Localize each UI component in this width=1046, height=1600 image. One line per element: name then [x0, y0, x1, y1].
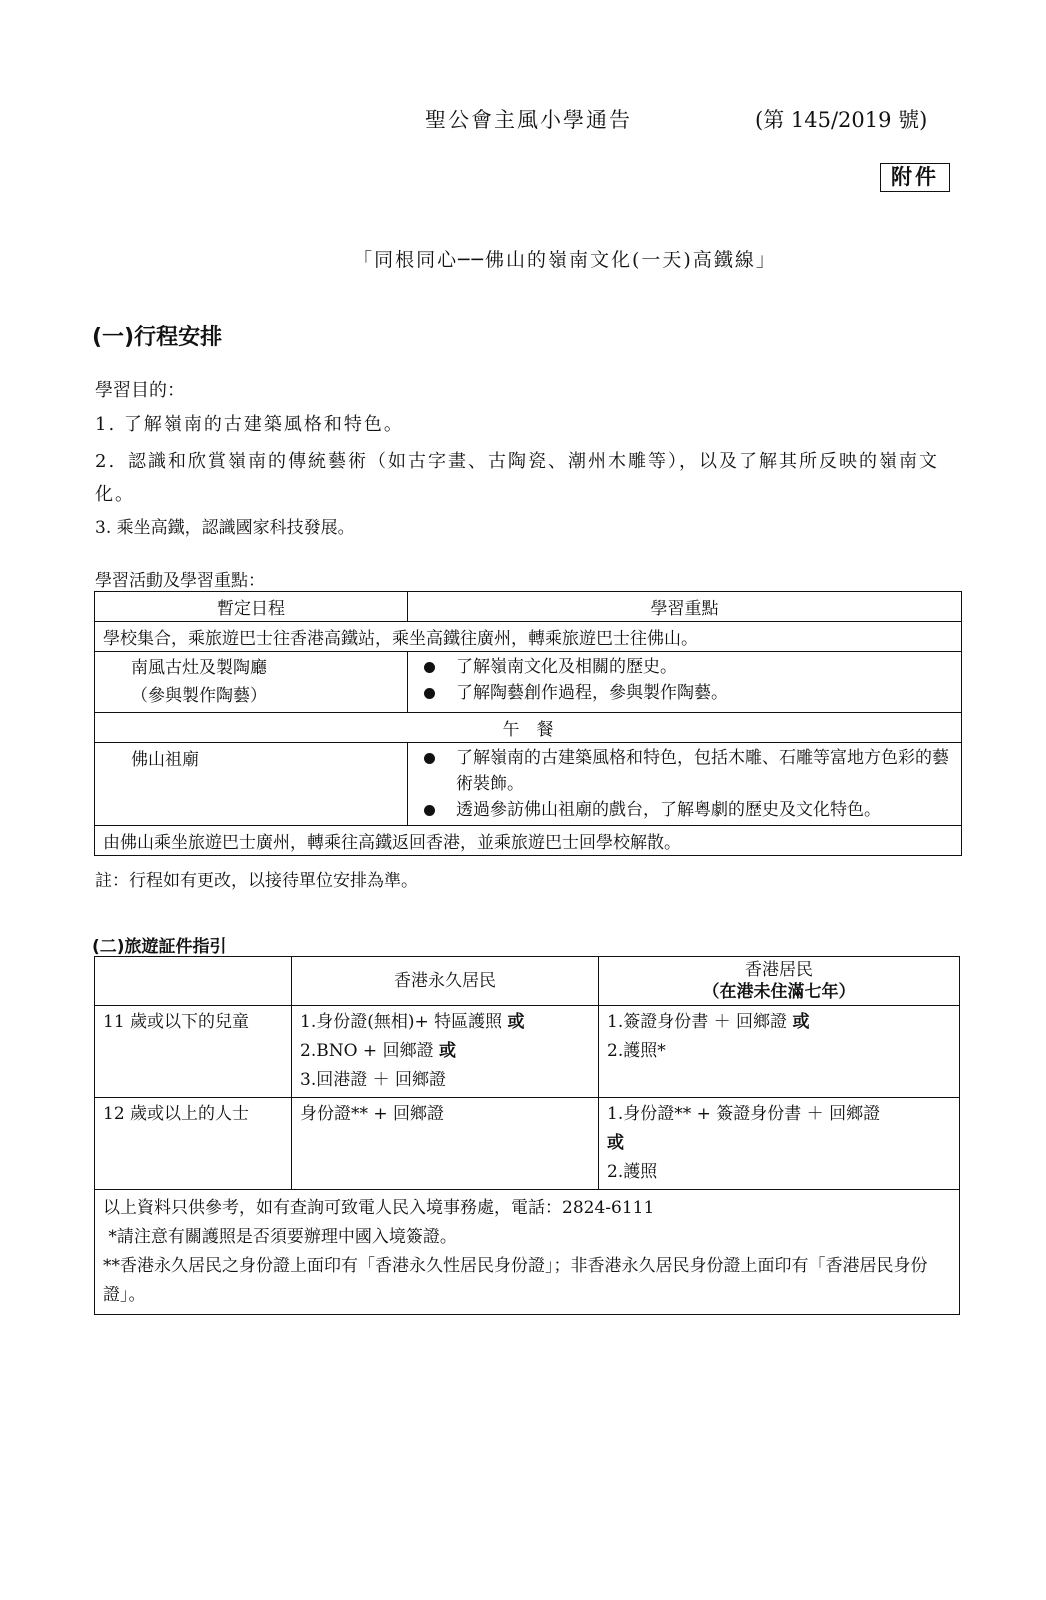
permanent-docs-cell	[292, 1006, 599, 1098]
permanent-docs-cell: 身份證** + 回鄉證	[292, 1098, 599, 1190]
documents-table	[94, 956, 960, 1315]
footer-line: *請注意有關護照是否須要辦理中國入境簽證。	[103, 1227, 457, 1247]
goal-item: 1. 了解嶺南的古建築風格和特色。	[95, 414, 404, 435]
table-header-row	[95, 592, 962, 622]
or-label: 或	[507, 1012, 525, 1032]
table-row	[95, 743, 962, 826]
table-row	[95, 1098, 960, 1190]
doc-option: 1.身份證** + 簽證身份書 ＋ 回鄉證	[607, 1104, 881, 1124]
goal-text: 認識和欣賞嶺南的傳統藝術（如古字畫、古陶瓷、潮州木雕等），以及了解其所反映的嶺南文化。	[95, 451, 939, 505]
activities-heading: 學習活動及學習重點：	[95, 571, 265, 591]
list-item: 了解陶藝創作過程，參與製作陶藝。	[416, 680, 953, 706]
assemble-cell: 學校集合，乘旅遊巴士往香港高鐵站，乘坐高鐵往廣州，轉乘旅遊巴士往佛山。	[95, 622, 962, 652]
or-label: 或	[438, 1041, 456, 1061]
table-header: 暫定日程	[95, 592, 408, 622]
school-notice-title: 聖公會主風小學通告	[425, 108, 632, 132]
goal-number: 2.	[95, 451, 117, 472]
table-header: 香港永久居民	[292, 957, 599, 1006]
table-header-row	[95, 957, 960, 1006]
goals-heading: 學習目的：	[95, 380, 185, 401]
or-label: 或	[607, 1133, 624, 1153]
doc-option: 1.簽證身份書 ＋ 回鄉證 或	[607, 1012, 810, 1032]
table-row	[95, 622, 962, 652]
stop-cell	[95, 652, 408, 713]
lunch-cell: 午 餐	[95, 713, 962, 743]
trip-title: 「同根同心──佛山的嶺南文化(一天)高鐵線」	[353, 249, 777, 271]
list-item: 透過參訪佛山祖廟的戲台，了解粵劇的歷史及文化特色。	[416, 797, 953, 823]
table-row	[95, 713, 962, 743]
points-cell	[408, 652, 962, 713]
doc-option: 1.身份證(無相)+ 特區護照 或	[300, 1012, 525, 1032]
age-label: 11 歲或以下的兒童	[95, 1006, 292, 1098]
resident-docs-cell	[599, 1006, 960, 1098]
stop-name: 南風古灶及製陶廳	[131, 658, 267, 678]
table-row	[95, 1006, 960, 1098]
stop-name: 佛山祖廟	[95, 743, 408, 826]
notice-number: (第 145/2019 號)	[755, 108, 928, 132]
or-label: 或	[792, 1012, 810, 1032]
table-row	[95, 652, 962, 713]
list-item: 了解嶺南的古建築風格和特色，包括木雕、石雕等富地方色彩的藝術裝飾。	[416, 745, 953, 797]
schedule-table	[94, 591, 962, 856]
resident-sublabel: （在港未住滿七年）	[702, 982, 856, 1002]
list-item: 了解嶺南文化及相關的歷史。	[416, 654, 953, 680]
points-cell	[408, 743, 962, 826]
empty-cell	[95, 957, 292, 1006]
annex-box: 附件	[880, 163, 950, 192]
section2-heading: (二)旅遊証件指引	[92, 937, 227, 957]
age-label: 12 歲或以上的人士	[95, 1098, 292, 1190]
doc-option: 2.護照*	[607, 1041, 666, 1061]
return-cell: 由佛山乘坐旅遊巴士廣州，轉乘往高鐵返回香港，並乘旅遊巴士回學校解散。	[95, 826, 962, 856]
resident-docs-cell	[599, 1098, 960, 1190]
footer-line: 以上資料只供參考，如有查詢可致電人民入境事務處，電話：2824-6111	[103, 1198, 655, 1218]
table-header	[599, 957, 960, 1006]
doc-option: 3.回港證 ＋ 回鄉證	[300, 1070, 447, 1090]
goal-item	[95, 445, 965, 511]
schedule-note: 註：行程如有更改，以接待單位安排為準。	[95, 871, 418, 891]
doc-option: 2.護照	[607, 1162, 658, 1182]
goal-item: 3. 乘坐高鐵，認識國家科技發展。	[95, 518, 355, 538]
table-row	[95, 1190, 960, 1315]
table-row	[95, 826, 962, 856]
section1-heading: (一)行程安排	[92, 325, 223, 350]
stop-subtitle: （參與製作陶藝）	[131, 686, 267, 706]
footer-line: **香港永久居民之身份證上面印有「香港永久性居民身份證」；非香港永久居民身份證上面印有「香港居民身份證」。	[103, 1256, 928, 1305]
resident-label: 香港居民	[745, 960, 813, 980]
table-header: 學習重點	[408, 592, 962, 622]
doc-option: 2.BNO + 回鄉證 或	[300, 1041, 456, 1061]
footer-cell	[95, 1190, 960, 1315]
